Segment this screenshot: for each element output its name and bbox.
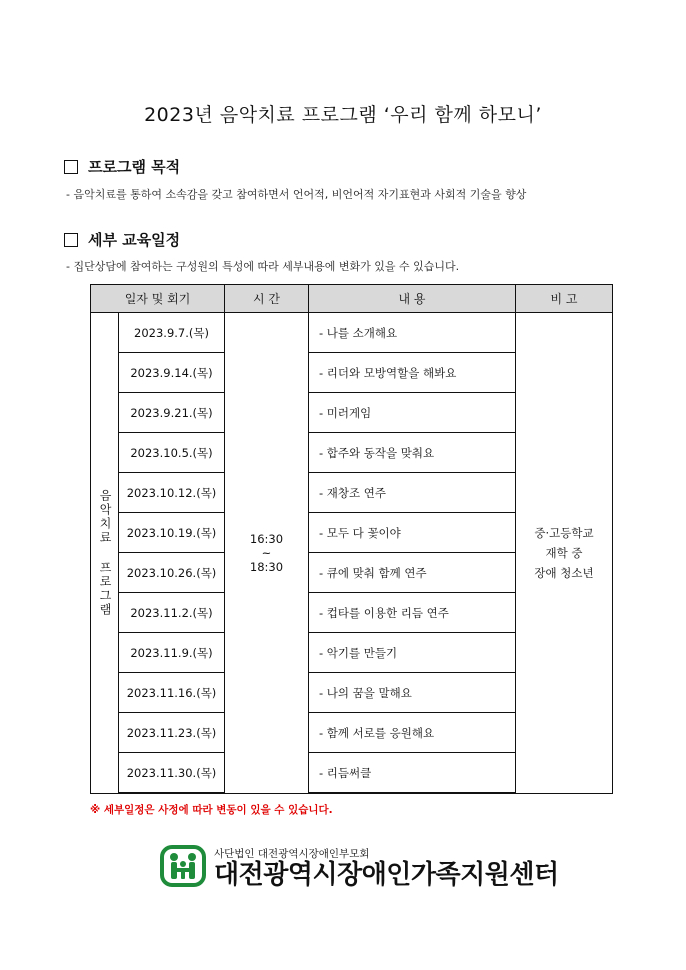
remark-cell (516, 313, 613, 794)
header-content: 내 용 (309, 285, 516, 313)
content-cell: - 모두 다 꽃이야 (309, 513, 516, 553)
content-cell: - 함께 서로를 응원해요 (309, 713, 516, 753)
program-label: 음악치료 프로그램 (98, 488, 113, 617)
date-cell: 2023.9.21.(목) (119, 393, 225, 433)
remark-line-1: 중·고등학교 (534, 525, 594, 540)
content-cell: - 리더와 모방역할을 해봐요 (309, 353, 516, 393)
section-purpose-title: 프로그램 목적 (88, 158, 181, 176)
program-label-cell (91, 313, 119, 794)
remark-line-2: 재학 중 (545, 545, 583, 560)
date-cell: 2023.10.19.(목) (119, 513, 225, 553)
schedule-table (90, 284, 613, 794)
date-cell: 2023.10.12.(목) (119, 473, 225, 513)
footer-org (160, 845, 559, 891)
date-cell: 2023.11.2.(목) (119, 593, 225, 633)
checkbox-square-icon (64, 233, 78, 247)
time-end: 18:30 (249, 559, 284, 574)
section-schedule-heading (64, 229, 180, 250)
content-cell: - 리듬써클 (309, 753, 516, 794)
header-date: 일자 및 회기 (91, 285, 225, 313)
date-cell: 2023.11.23.(목) (119, 713, 225, 753)
family-logo-icon (160, 845, 206, 891)
document-title: 2023년 음악치료 프로그램 ‘우리 함께 하모니’ (144, 104, 542, 126)
section-schedule-title: 세부 교육일정 (88, 231, 181, 249)
section-purpose-heading (64, 156, 180, 177)
date-cell: 2023.10.26.(목) (119, 553, 225, 593)
content-cell: - 미러게임 (309, 393, 516, 433)
content-cell: - 재창조 연주 (309, 473, 516, 513)
section-schedule-description: - 집단상담에 참여하는 구성원의 특성에 따라 세부내용에 변화가 있을 수 있습니다. (66, 260, 460, 273)
checkbox-square-icon (64, 160, 78, 174)
date-cell: 2023.9.7.(목) (119, 313, 225, 353)
content-cell: - 큐에 맞춰 함께 연주 (309, 553, 516, 593)
content-cell: - 나의 꿈을 말해요 (309, 673, 516, 713)
content-cell: - 합주와 동작을 맞춰요 (309, 433, 516, 473)
schedule-change-note: ※ 세부일정은 사정에 따라 변동이 있을 수 있습니다. (90, 804, 333, 816)
date-cell: 2023.11.30.(목) (119, 753, 225, 794)
time-cell (225, 313, 309, 794)
table-row (91, 313, 613, 353)
org-subtitle: 사단법인 대전광역시장애인부모회 (214, 848, 370, 861)
remark-line-3: 장애 청소년 (534, 565, 594, 580)
header-remark: 비 고 (516, 285, 613, 313)
section-purpose-description: - 음악치료를 통하여 소속감을 갖고 참여하면서 언어적, 비언어적 자기표현과 사회적 기술을 향상 (66, 188, 527, 201)
org-name: 대전광역시장애인가족지원센터 (214, 860, 559, 891)
date-cell: 2023.11.16.(목) (119, 673, 225, 713)
content-cell: - 악기를 만들기 (309, 633, 516, 673)
date-cell: 2023.9.14.(목) (119, 353, 225, 393)
date-cell: 2023.10.5.(목) (119, 433, 225, 473)
content-cell: - 컵타를 이용한 리듬 연주 (309, 593, 516, 633)
content-cell: - 나를 소개해요 (309, 313, 516, 353)
table-header-row (91, 285, 613, 313)
header-time: 시 간 (225, 285, 309, 313)
time-start: 16:30 (249, 531, 284, 546)
time-separator: ~ (261, 545, 272, 560)
date-cell: 2023.11.9.(목) (119, 633, 225, 673)
